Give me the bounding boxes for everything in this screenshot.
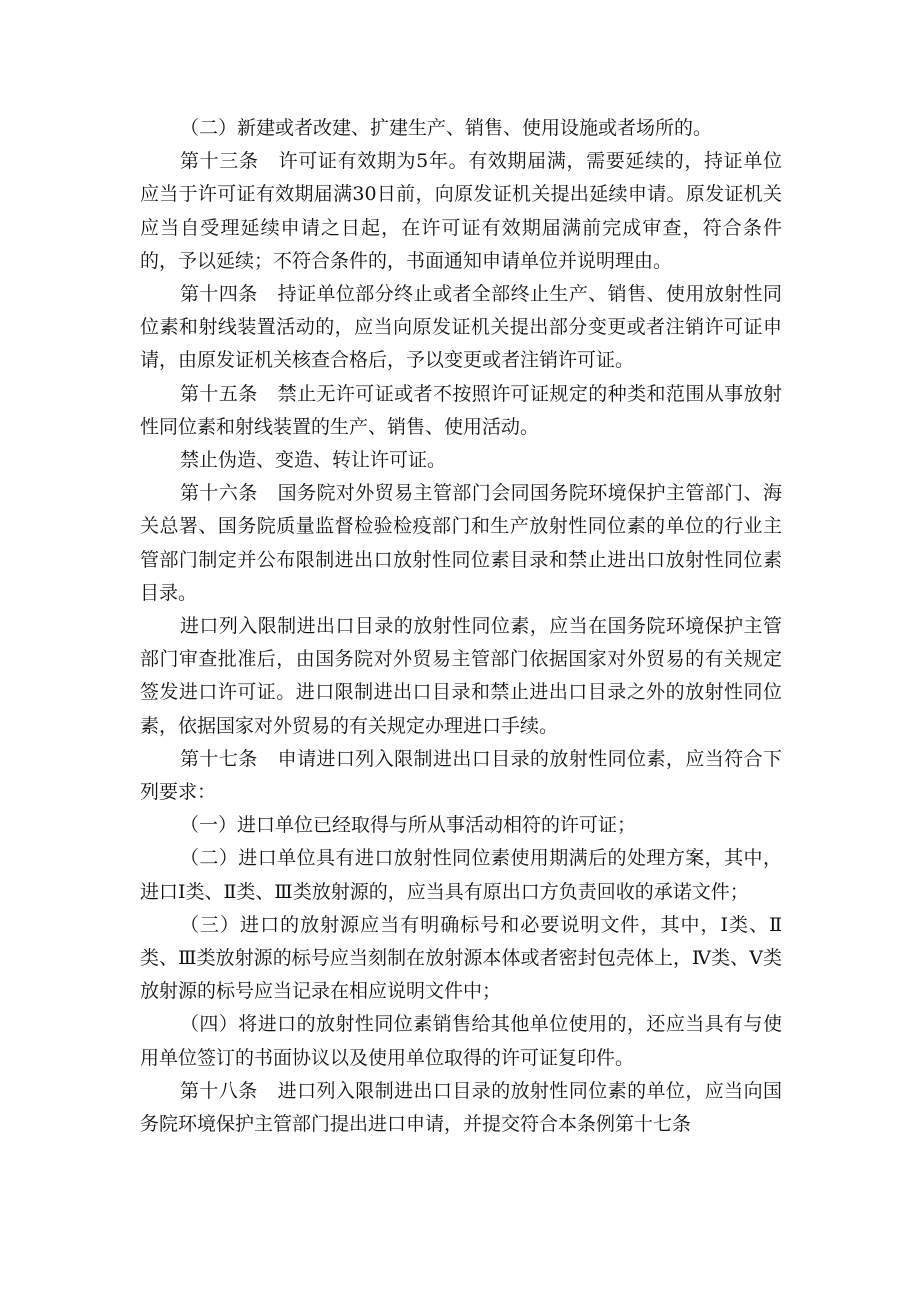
paragraph-text: 进口列入限制进出口目录的放射性同位素，应当在国务院环境保护主管部门审查批准后，由国务院对外贸易主管部门依据国家对外贸易的有关规定签发进口许可证。进口限制进出口目录和禁止进出口目录之外的放射性同位素，依据国家对外贸易的有关规定办理进口手续。 <box>140 615 782 737</box>
article-14 <box>140 278 782 378</box>
article-text: 许可证有效期为5年。有效期届满，需要延续的，持证单位应当于许可证有效期届满30日前，向原发证机关提出延续申请。原发证机关应当自受理延续申请之日起，在许可证有效期届满前完成审查，符合条件的，予以延续；不符合条件的，书面通知申请单位并说明理由。 <box>140 150 782 272</box>
paragraph-text: （四）将进口的放射性同位素销售给其他单位使用的，还应当具有与使用单位签订的书面协议以及使用单位取得的许可证复印件。 <box>140 1013 782 1069</box>
article-text: 申请进口列入限制进出口目录的放射性同位素，应当符合下列要求： <box>140 747 782 804</box>
article-label: 第十四条 <box>180 283 258 306</box>
paragraph-text: 禁止伪造、变造、转让许可证。 <box>180 449 447 472</box>
paragraph-text: （二）进口单位具有进口放射性同位素使用期满后的处理方案，其中，进口Ⅰ类、Ⅱ类、Ⅲ类放射源的，应当具有原出口方负责回收的承诺文件； <box>140 847 782 903</box>
paragraph-text: （二）新建或者改建、扩建生产、销售、使用设施或者场所的。 <box>180 117 713 139</box>
article-label: 第十七条 <box>180 747 258 770</box>
article-15 <box>140 378 782 444</box>
article-text: 国务院对外贸易主管部门会同国务院环境保护主管部门、海关总署、国务院质量监督检验检疫部门和生产放射性同位素的单位的行业主管部门制定并公布限制进出口放射性同位素目录和禁止进出口放射性同位素目录。 <box>140 482 782 604</box>
article-17 <box>140 743 782 809</box>
article-label: 第十六条 <box>180 482 258 505</box>
paragraph-item-3 <box>140 909 782 1009</box>
paragraph-item-1 <box>140 809 782 842</box>
article-18 <box>140 1075 782 1141</box>
article-text: 持证单位部分终止或者全部终止生产、销售、使用放射性同位素和射线装置活动的，应当向原发证机关提出部分变更或者注销许可证申请，由原发证机关核查合格后，予以变更或者注销许可证。 <box>140 283 782 372</box>
paragraph-item-2 <box>140 112 782 145</box>
article-text: 禁止无许可证或者不按照许可证规定的种类和范围从事放射性同位素和射线装置的生产、销售、使用活动。 <box>140 382 782 438</box>
paragraph-text: （一）进口单位已经取得与所从事活动相符的许可证； <box>180 814 637 837</box>
paragraph-item-4 <box>140 1008 782 1074</box>
document-body <box>140 112 782 1141</box>
article-16 <box>140 477 782 610</box>
article-13 <box>140 145 782 278</box>
paragraph-import-restricted <box>140 610 782 743</box>
article-label: 第十八条 <box>180 1079 258 1102</box>
paragraph-item-2b <box>140 842 782 908</box>
article-label: 第十三条 <box>180 150 259 173</box>
article-label: 第十五条 <box>180 382 258 405</box>
paragraph-text: （三）进口的放射源应当有明确标号和必要说明文件，其中，Ⅰ类、Ⅱ类、Ⅲ类放射源的标号应当刻制在放射源本体或者密封包壳体上，Ⅳ类、Ⅴ类放射源的标号应当记录在相应说明文件中； <box>140 913 782 1003</box>
paragraph-prohibition <box>140 444 782 477</box>
article-text: 进口列入限制进出口目录的放射性同位素的单位，应当向国务院环境保护主管部门提出进口申请，并提交符合本条例第十七条 <box>140 1079 782 1136</box>
